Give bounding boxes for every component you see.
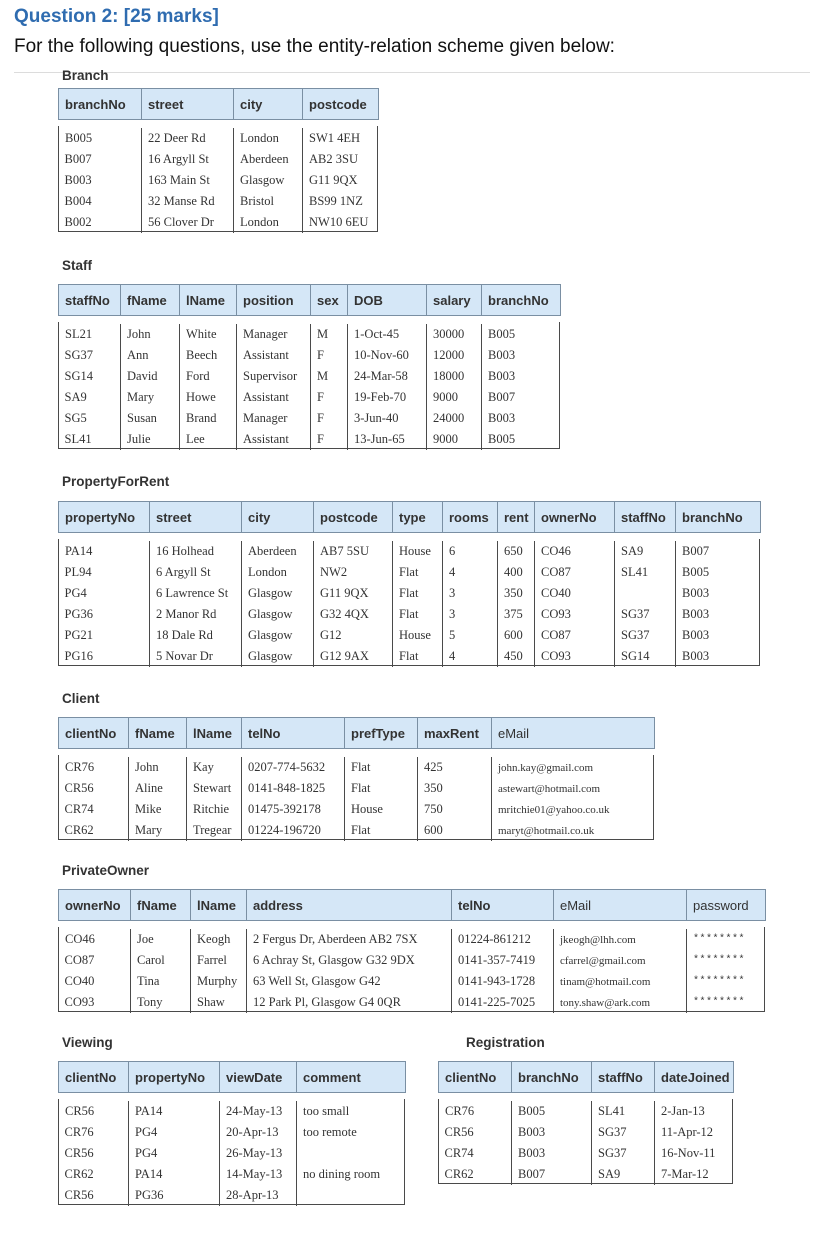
table-cell: 24000: [427, 408, 482, 429]
table-cell: 350: [418, 778, 492, 799]
column-header: prefType: [345, 718, 418, 749]
column-header: ownerNo: [59, 890, 131, 921]
table-cell: Howe: [180, 387, 237, 408]
table-cell: Glasgow: [242, 604, 314, 625]
table-cell: F: [311, 387, 348, 408]
table-cell: ********: [687, 992, 766, 1013]
table-cell: SA9: [615, 541, 676, 562]
column-header: branchNo: [676, 502, 761, 533]
table-cell: SG37: [592, 1143, 655, 1164]
table-cell: 3: [443, 583, 498, 604]
column-header: clientNo: [439, 1062, 512, 1093]
table-cell: G12 9AX: [314, 646, 393, 667]
table-cell: B007: [676, 541, 761, 562]
column-header: sex: [311, 285, 348, 316]
table-cell: B003: [676, 604, 761, 625]
table-cell: jkeogh@lhh.com: [554, 929, 687, 950]
table-cell: House: [393, 625, 443, 646]
table-cell: BS99 1NZ: [303, 191, 379, 212]
table-cell: Ford: [180, 366, 237, 387]
column-header: fName: [129, 718, 187, 749]
table-cell: Manager: [237, 408, 311, 429]
column-header: branchNo: [59, 89, 142, 120]
table-cell: M: [311, 366, 348, 387]
column-header: postcode: [303, 89, 379, 120]
column-header: telNo: [242, 718, 345, 749]
table-cell: 0207-774-5632: [242, 757, 345, 778]
table-cell: Stewart: [187, 778, 242, 799]
table-cell: SG37: [615, 625, 676, 646]
column-header: dateJoined: [655, 1062, 734, 1093]
table-cell: 375: [498, 604, 535, 625]
table-cell: B003: [482, 408, 561, 429]
table-cell: 28-Apr-13: [220, 1185, 297, 1206]
viewing-table-label: Viewing: [62, 1035, 113, 1050]
column-header: clientNo: [59, 718, 129, 749]
column-header: clientNo: [59, 1062, 129, 1093]
table-cell: Tregear: [187, 820, 242, 841]
table-cell: 2 Manor Rd: [150, 604, 242, 625]
header-row: [59, 502, 761, 533]
column-header: telNo: [452, 890, 554, 921]
header-row: [59, 890, 766, 921]
table-cell: Aline: [129, 778, 187, 799]
column-header: lName: [187, 718, 242, 749]
table-cell: CR62: [64, 823, 94, 837]
column-header: street: [142, 89, 234, 120]
table-cell: Carol: [131, 950, 191, 971]
column-header: maxRent: [418, 718, 492, 749]
table-cell: B003: [676, 583, 761, 604]
table-cell: Beech: [180, 345, 237, 366]
table-cell: B003: [512, 1143, 592, 1164]
column-header: address: [247, 890, 452, 921]
table-cell: Supervisor: [237, 366, 311, 387]
table-cell: B003: [512, 1122, 592, 1143]
table-cell: NW2: [314, 562, 393, 583]
table-cell: CR56: [59, 1101, 129, 1122]
table-cell: SG37: [64, 348, 93, 362]
table-cell: 18 Dale Rd: [150, 625, 242, 646]
table-cell: 0141-357-7419: [452, 950, 554, 971]
table-cell: PA14: [59, 541, 150, 562]
header-row: [59, 285, 561, 316]
table-cell: 0141-943-1728: [452, 971, 554, 992]
column-header: eMail: [554, 890, 687, 921]
column-header: viewDate: [220, 1062, 297, 1093]
table-cell: G11 9QX: [303, 170, 379, 191]
table-cell: Kay: [187, 757, 242, 778]
header-row: [439, 1062, 734, 1093]
table-cell: 4: [443, 562, 498, 583]
table-cell: House: [345, 799, 418, 820]
table-cell: F: [311, 429, 348, 450]
table-cell: 5 Novar Dr: [150, 646, 242, 667]
table-cell: 163 Main St: [142, 170, 234, 191]
table-cell: PL94: [64, 565, 92, 579]
table-cell: 12000: [427, 345, 482, 366]
table-cell: Bristol: [234, 191, 303, 212]
table-cell: 3: [443, 604, 498, 625]
column-header: staffNo: [615, 502, 676, 533]
table-cell: PG36: [129, 1185, 220, 1206]
table-cell: John: [129, 757, 187, 778]
table-cell: 425: [418, 757, 492, 778]
table-cell: 11-Apr-12: [655, 1122, 734, 1143]
table-cell: Mary: [121, 387, 180, 408]
table-cell: too small: [297, 1101, 406, 1122]
table-data-border: [438, 1099, 733, 1184]
table-cell: 24-Mar-58: [348, 366, 427, 387]
table-cell: London: [242, 562, 314, 583]
table-cell: 19-Feb-70: [348, 387, 427, 408]
column-header: type: [393, 502, 443, 533]
table-cell: ********: [687, 971, 766, 992]
table-cell: David: [121, 366, 180, 387]
table-cell: B005: [676, 562, 761, 583]
table-cell: AB2 3SU: [303, 149, 379, 170]
table-cell: CR56: [64, 1146, 94, 1160]
table-cell: CO40: [64, 974, 95, 988]
table-cell: 600: [498, 625, 535, 646]
table-cell: 9000: [427, 387, 482, 408]
table-cell: 750: [418, 799, 492, 820]
table-cell: 6 Argyll St: [150, 562, 242, 583]
table-cell: Flat: [393, 583, 443, 604]
table-cell: 5: [443, 625, 498, 646]
table-cell: CO87: [64, 953, 95, 967]
staff-table-label: Staff: [62, 258, 92, 273]
table-cell: 12 Park Pl, Glasgow G4 0QR: [247, 992, 452, 1013]
table-cell: 450: [498, 646, 535, 667]
table-cell: maryt@hotmail.co.uk: [492, 820, 655, 841]
column-header: ownerNo: [535, 502, 615, 533]
table-cell: PG4: [129, 1143, 220, 1164]
column-header: staffNo: [592, 1062, 655, 1093]
table-cell: B007: [482, 387, 561, 408]
table-cell: B003: [676, 646, 761, 667]
table-cell: PG4: [129, 1122, 220, 1143]
table-cell: 10-Nov-60: [348, 345, 427, 366]
table-cell: B003: [482, 366, 561, 387]
column-header: branchNo: [512, 1062, 592, 1093]
table-cell: no dining room: [297, 1164, 406, 1185]
table-cell: CO93: [535, 646, 615, 667]
table-cell: B005: [59, 128, 142, 149]
table-cell: M: [311, 324, 348, 345]
table-cell: House: [393, 541, 443, 562]
table-cell: 30000: [427, 324, 482, 345]
table-cell: CR76: [64, 1125, 94, 1139]
table-cell: CR56: [64, 781, 94, 795]
table-cell: Glasgow: [242, 583, 314, 604]
table-cell: SG37: [615, 604, 676, 625]
table-cell: CR74: [64, 802, 94, 816]
table-cell: B002: [64, 215, 92, 229]
registration-table-label: Registration: [466, 1035, 545, 1050]
table-cell: Aberdeen: [234, 149, 303, 170]
table-cell: AB7 5SU: [314, 541, 393, 562]
table-cell: 2-Jan-13: [655, 1101, 734, 1122]
table-cell: 350: [498, 583, 535, 604]
table-data-border: [58, 1099, 405, 1205]
table-cell: 3-Jun-40: [348, 408, 427, 429]
table-cell: 4: [443, 646, 498, 667]
table-cell: Flat: [393, 604, 443, 625]
table-cell: Glasgow: [242, 625, 314, 646]
table-cell: too remote: [297, 1122, 406, 1143]
table-cell: CR56: [64, 1188, 94, 1202]
table-cell: Assistant: [237, 345, 311, 366]
table-cell: 6 Achray St, Glasgow G32 9DX: [247, 950, 452, 971]
property-table-label: PropertyForRent: [62, 474, 170, 489]
column-header: rooms: [443, 502, 498, 533]
column-header: fName: [121, 285, 180, 316]
table-cell: Keogh: [191, 929, 247, 950]
column-header: lName: [180, 285, 237, 316]
table-cell: ********: [687, 950, 766, 971]
column-header: staffNo: [59, 285, 121, 316]
client-table-label: Client: [62, 691, 100, 706]
table-cell: 7-Mar-12: [655, 1164, 734, 1185]
column-header: street: [150, 502, 242, 533]
table-cell: Assistant: [237, 387, 311, 408]
table-cell: B007: [64, 152, 92, 166]
column-header: lName: [191, 890, 247, 921]
table-cell: 13-Jun-65: [348, 429, 427, 450]
table-cell: SL41: [64, 432, 92, 446]
header-row: [59, 89, 379, 120]
table-cell: 16-Nov-11: [655, 1143, 734, 1164]
table-cell: CO93: [64, 995, 95, 1009]
table-cell: 0141-848-1825: [242, 778, 345, 799]
table-cell: B007: [512, 1164, 592, 1185]
table-cell: 01224-861212: [452, 929, 554, 950]
table-cell: 01224-196720: [242, 820, 345, 841]
table-cell: 6 Lawrence St: [150, 583, 242, 604]
table-cell: 16 Argyll St: [142, 149, 234, 170]
table-cell: CO87: [535, 625, 615, 646]
table-cell: Glasgow: [242, 646, 314, 667]
table-data-border: [58, 927, 765, 1012]
table-cell: CR74: [444, 1146, 474, 1160]
divider: [14, 72, 810, 73]
question-title: Question 2: [25 marks]: [14, 6, 219, 27]
table-cell: Tony: [131, 992, 191, 1013]
header-row: [59, 1062, 406, 1093]
table-cell: 0141-225-7025: [452, 992, 554, 1013]
column-header: city: [234, 89, 303, 120]
table-cell: SL21: [59, 324, 121, 345]
table-cell: Tina: [131, 971, 191, 992]
table-cell: 1-Oct-45: [348, 324, 427, 345]
table-cell: F: [311, 345, 348, 366]
table-cell: CR76: [59, 757, 129, 778]
table-cell: Ritchie: [187, 799, 242, 820]
table-cell: CO87: [535, 562, 615, 583]
table-cell: Mike: [129, 799, 187, 820]
table-cell: CR76: [439, 1101, 512, 1122]
table-cell: Flat: [345, 820, 418, 841]
table-cell: B003: [64, 173, 92, 187]
table-cell: 2 Fergus Dr, Aberdeen AB2 7SX: [247, 929, 452, 950]
table-cell: 22 Deer Rd: [142, 128, 234, 149]
table-cell: Brand: [180, 408, 237, 429]
table-cell: G12: [314, 625, 393, 646]
table-cell: Lee: [180, 429, 237, 450]
column-header: branchNo: [482, 285, 561, 316]
table-cell: SW1 4EH: [303, 128, 379, 149]
table-data-border: [58, 755, 654, 840]
table-cell: 18000: [427, 366, 482, 387]
table-cell: Julie: [121, 429, 180, 450]
table-cell: Susan: [121, 408, 180, 429]
column-header: fName: [131, 890, 191, 921]
table-cell: astewart@hotmail.com: [492, 778, 655, 799]
private-owner-table-label: PrivateOwner: [62, 863, 150, 878]
table-cell: 32 Manse Rd: [142, 191, 234, 212]
column-header: propertyNo: [59, 502, 150, 533]
table-cell: CR56: [444, 1125, 474, 1139]
table-cell: mritchie01@yahoo.co.uk: [492, 799, 655, 820]
table-cell: CR62: [64, 1167, 94, 1181]
table-cell: G32 4QX: [314, 604, 393, 625]
table-cell: PG16: [64, 649, 93, 663]
table-cell: Flat: [393, 646, 443, 667]
table-cell: Flat: [345, 778, 418, 799]
branch-table-label: Branch: [62, 68, 109, 83]
table-cell: SG14: [615, 646, 676, 667]
table-cell: PG21: [64, 628, 93, 642]
table-cell: B003: [482, 345, 561, 366]
column-header: city: [242, 502, 314, 533]
table-cell: Farrel: [191, 950, 247, 971]
table-cell: SA9: [592, 1164, 655, 1185]
column-header: rent: [498, 502, 535, 533]
table-cell: G11 9QX: [314, 583, 393, 604]
column-header: postcode: [314, 502, 393, 533]
table-cell: 6: [443, 541, 498, 562]
table-cell: 26-May-13: [220, 1143, 297, 1164]
table-cell: B003: [676, 625, 761, 646]
table-cell: SG14: [64, 369, 93, 383]
table-cell: Joe: [131, 929, 191, 950]
table-cell: john.kay@gmail.com: [492, 757, 655, 778]
table-cell: CO46: [535, 541, 615, 562]
table-cell: 9000: [427, 429, 482, 450]
table-cell: 16 Holhead: [150, 541, 242, 562]
table-data-border: [58, 539, 760, 666]
table-cell: 600: [418, 820, 492, 841]
table-cell: 56 Clover Dr: [142, 212, 234, 233]
column-header: eMail: [492, 718, 655, 749]
table-cell: CR62: [444, 1167, 474, 1181]
column-header: salary: [427, 285, 482, 316]
table-cell: tinam@hotmail.com: [554, 971, 687, 992]
table-cell: Murphy: [191, 971, 247, 992]
table-cell: PA14: [129, 1164, 220, 1185]
question-intro: For the following questions, use the entity-relation scheme given below:: [14, 36, 615, 57]
table-cell: Mary: [129, 820, 187, 841]
table-cell: B005: [512, 1101, 592, 1122]
table-cell: Assistant: [237, 429, 311, 450]
column-header: password: [687, 890, 766, 921]
table-cell: CO40: [535, 583, 615, 604]
table-cell: cfarrel@gmail.com: [554, 950, 687, 971]
column-header: comment: [297, 1062, 406, 1093]
table-cell: F: [311, 408, 348, 429]
table-cell: tony.shaw@ark.com: [554, 992, 687, 1013]
table-cell: Flat: [393, 562, 443, 583]
table-cell: SG5: [64, 411, 87, 425]
table-cell: Shaw: [191, 992, 247, 1013]
table-cell: London: [234, 212, 303, 233]
table-data-border: [58, 126, 378, 232]
table-cell: 20-Apr-13: [220, 1122, 297, 1143]
table-cell: Manager: [237, 324, 311, 345]
column-header: position: [237, 285, 311, 316]
table-cell: Aberdeen: [242, 541, 314, 562]
table-cell: Flat: [345, 757, 418, 778]
table-cell: ********: [687, 929, 766, 950]
table-cell: B004: [64, 194, 92, 208]
table-cell: 400: [498, 562, 535, 583]
table-cell: NW10 6EU: [303, 212, 379, 233]
table-cell: SG37: [592, 1122, 655, 1143]
header-row: [59, 718, 655, 749]
table-cell: B005: [482, 429, 561, 450]
table-cell: SA9: [64, 390, 87, 404]
table-cell: 63 Well St, Glasgow G42: [247, 971, 452, 992]
table-cell: SL41: [615, 562, 676, 583]
table-cell: Ann: [121, 345, 180, 366]
table-cell: CO46: [59, 929, 131, 950]
table-cell: PG4: [64, 586, 87, 600]
table-cell: John: [121, 324, 180, 345]
table-cell: CO93: [535, 604, 615, 625]
column-header: propertyNo: [129, 1062, 220, 1093]
table-cell: PG36: [64, 607, 93, 621]
table-data-border: [58, 322, 560, 449]
table-cell: PA14: [129, 1101, 220, 1122]
column-header: DOB: [348, 285, 427, 316]
table-cell: 24-May-13: [220, 1101, 297, 1122]
table-cell: White: [180, 324, 237, 345]
table-cell: 01475-392178: [242, 799, 345, 820]
table-cell: London: [234, 128, 303, 149]
table-cell: B005: [482, 324, 561, 345]
table-cell: Glasgow: [234, 170, 303, 191]
table-cell: 650: [498, 541, 535, 562]
table-cell: 14-May-13: [220, 1164, 297, 1185]
table-cell: SL41: [592, 1101, 655, 1122]
